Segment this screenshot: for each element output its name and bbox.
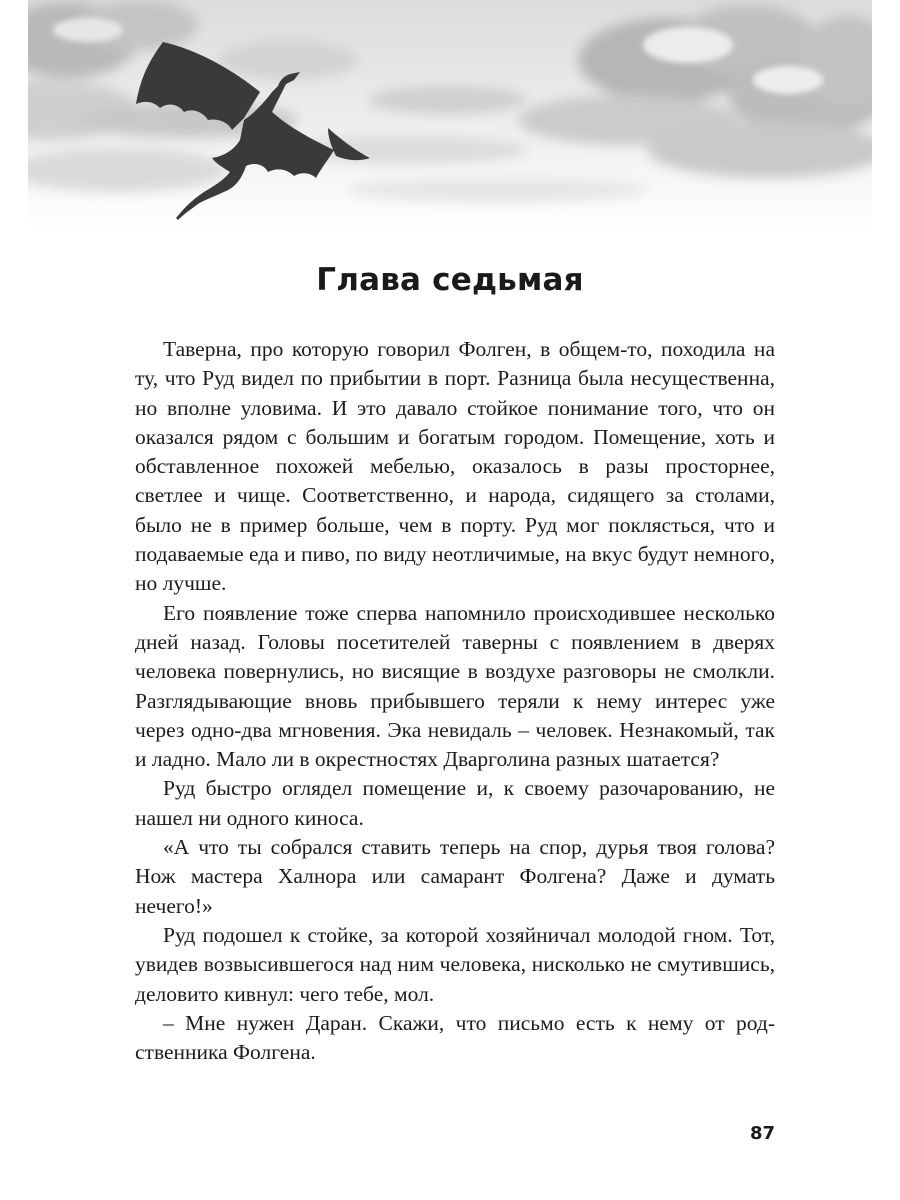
paragraph-1: Таверна, про которую говорил Фолген, в общем-то, походила на ту, что Руд видел по прибытии в порт. Разница была несущественна, но вполне уловима. И это давало стойкое понимание того, что он оказался рядом с большим и богатым городом. Помещение, хоть и обставленное похожей мебелью, оказалось в разы просторнее, светлее и чище. Соответственно, и народа, сидящего за столами, было не в пример больше, чем в порту. Руд мог поклясться, что и подаваемые еда и пиво, по виду неотличимые, на вкус будут немного, но лучше. bbox=[135, 337, 775, 596]
paragraph-6: – Мне нужен Даран. Скажи, что письмо есть к нему от родственника Фолгена. bbox=[135, 1010, 775, 1065]
page-number: 87 bbox=[749, 1123, 775, 1144]
chapter-title: Глава седьмая bbox=[316, 262, 584, 298]
header-illustration bbox=[28, 0, 872, 230]
paragraph-5: Руд подошел к стойке, за которой хозяйничал молодой гном. Тот, увидев возвысившегося над ним человека, нисколько не смутившись, деловито кивнул: чего тебе, мол. bbox=[135, 922, 775, 1006]
chapter-body bbox=[135, 335, 775, 1067]
paragraph-4: «А что ты собрался ставить теперь на спор, дурья твоя голова? Нож мастера Халнора или самарант Фолгена? Даже и думать нечего!» bbox=[135, 835, 775, 918]
paragraph-3: Руд быстро оглядел помещение и, к своему разочарованию, не нашел ни одного киноса. bbox=[135, 776, 775, 830]
paragraph-2: Его появление тоже сперва напомнило происходившее несколько дней назад. Головы посетителей таверны с появлением в дверях человека повернулись, но висящие в воздухе разговоры не смолкли. Разглядывающие вновь прибывшего теряли к нему интерес уже через одно-два мгновения. Эка невидаль – человек. Незнакомый, так и ладно. Мало ли в окрестностях Дварголина разных шатается? bbox=[135, 600, 775, 772]
